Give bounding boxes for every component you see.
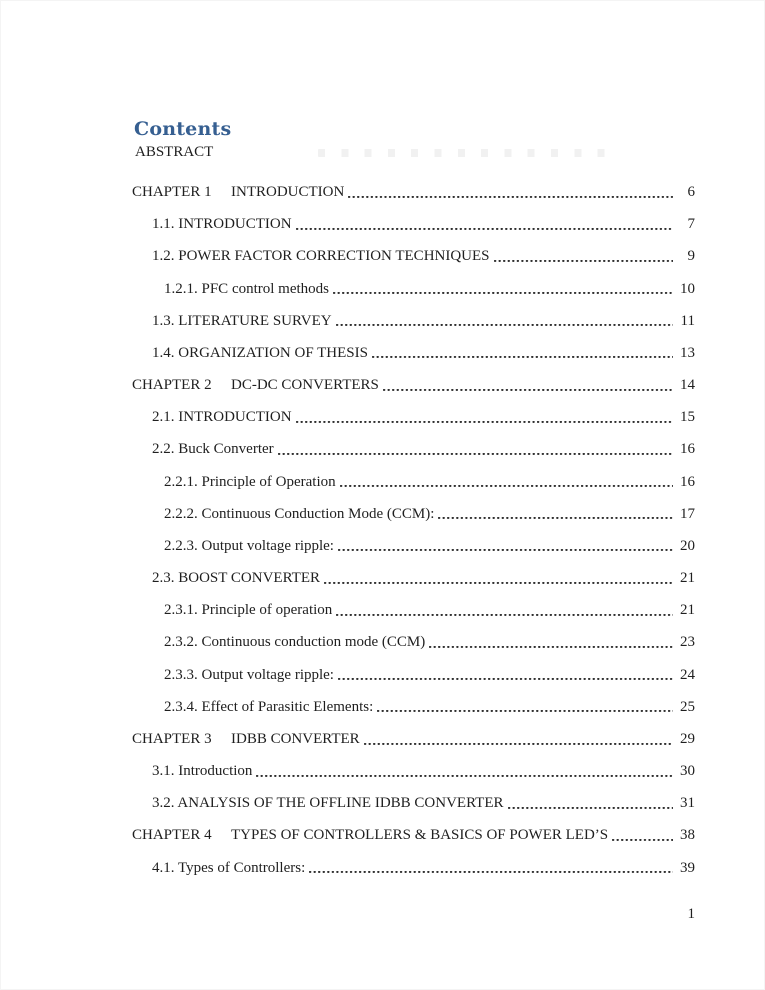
toc-entry [132,794,695,826]
entry-title: 2.2.2. Continuous Conduction Mode (CCM): [164,505,435,522]
chapter-number: CHAPTER 3 [132,730,212,747]
toc-entry [132,247,695,279]
entry-title: TYPES OF CONTROLLERS & BASICS OF POWER LED’S [231,827,609,844]
entry-title: 4.1. Types of Controllers: [152,859,306,876]
chapter-number: CHAPTER 4 [132,827,212,844]
dot-leader [340,473,673,492]
dot-leader [338,537,673,556]
entry-title: 1.4. ORGANIZATION OF THESIS [152,344,368,361]
toc-entry [132,633,695,665]
entry-title: 1.3. LITERATURE SURVEY [152,312,332,329]
toc-entry [132,344,695,376]
toc-entry [132,569,695,601]
dot-leader [296,408,673,427]
abstract-entry: ABSTRACT [135,144,214,160]
entry-page-number: 10 [680,280,695,297]
entry-title: 1.2. POWER FACTOR CORRECTION TECHNIQUES [152,248,490,265]
entry-page-number: 31 [680,795,695,812]
entry-page-number: 39 [680,859,695,876]
dot-leader [612,826,673,845]
dot-leader [438,505,673,524]
dot-leader [377,698,673,717]
dot-leader [429,633,673,652]
dot-leader [508,794,673,813]
toc-entry [132,183,695,215]
entry-title: 3.1. Introduction [152,763,253,780]
dot-leader [333,280,673,299]
chapter-number: CHAPTER 1 [132,184,212,200]
entry-title: INTRODUCTION [231,184,345,200]
dot-leader [324,569,673,588]
toc-entry [132,408,695,440]
toc-entry [132,505,695,537]
entry-page-number: 24 [680,666,695,683]
dot-leader [338,666,673,685]
contents-heading: Contents [134,118,232,140]
entry-page-number: 29 [680,730,695,747]
entry-page-number: 14 [680,377,695,394]
entry-title: DC-DC CONVERTERS [231,377,379,394]
dot-leader [336,312,673,331]
entry-page-number: 20 [680,537,695,554]
entry-page-number: 38 [680,827,695,844]
toc-entry [132,762,695,794]
toc-entry [132,601,695,633]
dot-leader [309,859,673,878]
entry-title: 2.2.1. Principle of Operation [164,473,336,490]
dot-leader [296,215,673,234]
entry-title: IDBB CONVERTER [231,730,360,747]
dot-leader [348,183,673,202]
entry-page-number: 6 [687,184,695,200]
entry-title: 1.1. INTRODUCTION [152,216,292,233]
entry-page-number: 9 [687,248,695,265]
dot-leader [383,376,673,395]
entry-title: 2.3.3. Output voltage ripple: [164,666,334,683]
entry-title: 2.3.4. Effect of Parasitic Elements: [164,698,374,715]
toc-entry [132,666,695,698]
toc-entry [132,215,695,247]
entry-title: 2.2. Buck Converter [152,441,274,458]
dot-leader [336,601,673,620]
toc-entry [132,730,695,762]
dot-leader [372,344,673,363]
chapter-number: CHAPTER 2 [132,377,212,394]
entry-title: 2.2.3. Output voltage ripple: [164,537,334,554]
entry-page-number: 25 [680,698,695,715]
table-of-contents [132,183,695,891]
entry-page-number: 16 [680,473,695,490]
toc-entry [132,312,695,344]
entry-page-number: 11 [680,312,695,329]
entry-page-number: 21 [680,602,695,619]
dot-leader [494,247,673,266]
dot-leader [278,440,673,459]
entry-title: 1.2.1. PFC control methods [164,280,330,297]
toc-entry [132,859,695,891]
entry-page-number: 7 [687,216,695,233]
toc-entry [132,440,695,472]
dot-leader [256,762,673,781]
entry-page-number: 13 [680,344,695,361]
entry-page-number: 30 [680,763,695,780]
toc-entry [132,473,695,505]
toc-entry [132,826,695,858]
entry-page-number: 15 [680,409,695,426]
toc-entry [132,376,695,408]
entry-title: 3.2. ANALYSIS OF THE OFFLINE IDBB CONVERTER [152,795,504,812]
entry-title: 2.3.1. Principle of operation [164,602,333,619]
entry-page-number: 23 [680,634,695,651]
entry-page-number: 16 [680,441,695,458]
entry-page-number: 17 [680,505,695,522]
toc-entry [132,280,695,312]
toc-entry [132,698,695,730]
entry-title: 2.1. INTRODUCTION [152,409,292,426]
toc-entry [132,537,695,569]
dot-leader [364,730,673,749]
entry-title: 2.3.2. Continuous conduction mode (CCM) [164,634,426,651]
entry-title: 2.3. BOOST CONVERTER [152,570,321,587]
page-number: 1 [687,906,695,922]
abstract-faint-dot-leader [318,149,605,157]
entry-page-number: 21 [680,570,695,587]
